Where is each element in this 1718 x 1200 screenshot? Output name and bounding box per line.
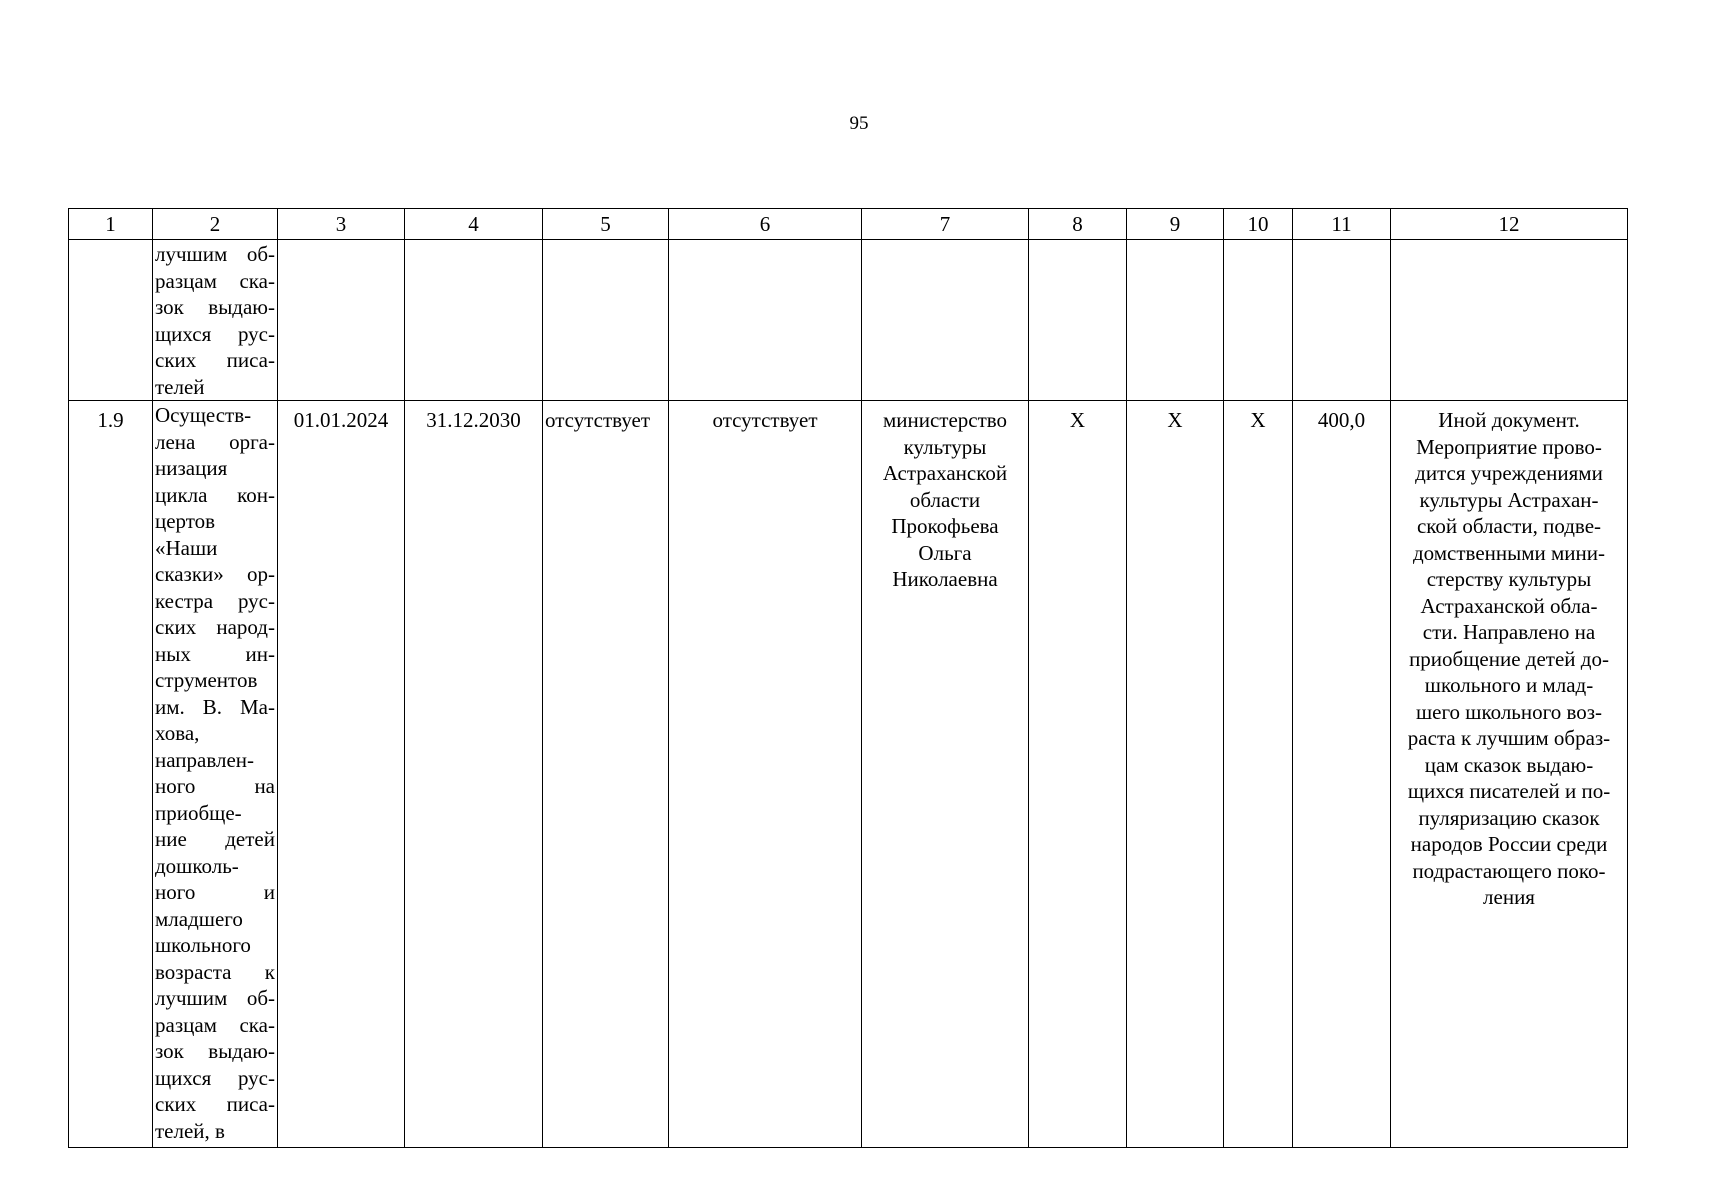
text-line: щихся рус- <box>155 321 275 346</box>
text-line: цикла кон- <box>155 482 275 507</box>
text-line: Мероприятие прово- <box>1416 434 1602 459</box>
empty-cell <box>1029 240 1127 401</box>
measure-name-continuation <box>153 240 278 401</box>
text-line: школьного <box>155 933 251 957</box>
end-date: 31.12.2030 <box>405 401 543 1148</box>
measure-name <box>153 401 278 1148</box>
text-line: народов России среди <box>1410 832 1608 856</box>
column-header: 2 <box>153 209 278 240</box>
text-line: возраста к <box>155 959 275 984</box>
empty-cell <box>1127 240 1224 401</box>
text-line: ных ин- <box>155 641 275 666</box>
page-number: 95 <box>849 113 869 134</box>
column-header: 9 <box>1127 209 1224 240</box>
column-header: 4 <box>405 209 543 240</box>
text-line: лучшим об- <box>155 242 275 266</box>
text-line: Осуществ- <box>155 403 252 427</box>
text-line: цам сказок выдаю- <box>1424 752 1594 777</box>
text-line: щихся рус- <box>155 1065 275 1090</box>
text-line: ние детей <box>155 827 275 851</box>
start-date: 01.01.2024 <box>278 401 405 1148</box>
column-header: 1 <box>69 209 153 240</box>
empty-cell <box>543 240 669 401</box>
column-header: 10 <box>1224 209 1293 240</box>
text-line: области <box>909 487 981 512</box>
col6-value: отсутствует <box>669 401 862 1148</box>
text-line: подрастающего поко- <box>1412 858 1606 883</box>
text-line: домственными мини- <box>1412 540 1606 565</box>
text-line: культуры <box>903 434 987 459</box>
funding-amount: 400,0 <box>1293 401 1391 1148</box>
text-line: министерство <box>882 408 1008 432</box>
table-row-1-9 <box>69 401 1628 1148</box>
text-line: ного и <box>155 880 275 904</box>
text-line: пуляризацию сказок <box>1418 805 1600 830</box>
text-line: школьного и млад- <box>1424 673 1594 697</box>
empty-cell <box>1391 240 1628 401</box>
column-header: 12 <box>1391 209 1628 240</box>
text-line: зок выдаю- <box>155 1039 275 1063</box>
text-line: Ольга <box>918 540 972 565</box>
empty-cell <box>405 240 543 401</box>
text-line: Прокофьева <box>891 514 999 538</box>
text-line: младшего <box>155 906 243 931</box>
text-line: струментов <box>155 668 258 692</box>
text-line: лучшим об- <box>155 986 275 1010</box>
text-line: цертов <box>155 509 216 533</box>
column-header: 8 <box>1029 209 1127 240</box>
text-line: дится учреждениями <box>1415 461 1603 485</box>
text-line: ских писа- <box>155 348 275 372</box>
col9-mark: X <box>1127 401 1224 1148</box>
text-line: лена орга- <box>155 429 275 454</box>
column-number-row <box>69 209 1628 240</box>
text-line: разцам ска- <box>155 1012 275 1037</box>
column-header: 7 <box>862 209 1029 240</box>
measures-table <box>68 208 1628 1148</box>
text-line: сти. Направлено на <box>1422 620 1596 644</box>
text-line: шего школьного воз- <box>1415 699 1603 724</box>
responsible-executive <box>862 401 1029 1148</box>
col8-mark: X <box>1029 401 1127 1148</box>
row-number: 1.9 <box>69 401 153 1148</box>
text-line: телей, в <box>155 1118 225 1143</box>
text-line: ских народ- <box>155 615 275 639</box>
text-line: ления <box>1483 885 1535 909</box>
text-line: приобщение детей до- <box>1409 646 1609 671</box>
column-header: 11 <box>1293 209 1391 240</box>
text-line: стерству культуры <box>1426 567 1592 591</box>
text-line: зок выдаю- <box>155 295 275 319</box>
text-line: ской области, подве- <box>1416 514 1602 538</box>
text-line: хова, <box>155 721 200 745</box>
text-line: направлен- <box>155 747 255 772</box>
empty-cell <box>1293 240 1391 401</box>
text-line: низация <box>155 456 228 480</box>
text-line: им. В. Ма- <box>155 694 275 719</box>
text-line: «Наши <box>155 535 218 560</box>
text-line: ских писа- <box>155 1092 275 1116</box>
text-line: Иной документ. <box>1438 408 1580 432</box>
text-line: кестра рус- <box>155 588 275 613</box>
text-line: телей <box>155 374 205 399</box>
column-header: 5 <box>543 209 669 240</box>
text-line: сказки» ор- <box>155 562 275 586</box>
text-line: приобще- <box>155 800 242 825</box>
table-row-continuation <box>69 240 1628 401</box>
text-line: раста к лучшим образ- <box>1407 726 1611 750</box>
text-line: Астраханской обла- <box>1420 593 1598 618</box>
text-line: ного на <box>155 774 275 798</box>
text-line: щихся писателей и по- <box>1407 779 1611 803</box>
text-line: Астраханской <box>882 461 1008 485</box>
text-line: дошколь- <box>155 853 239 878</box>
empty-cell <box>669 240 862 401</box>
text-line: разцам ска- <box>155 268 275 293</box>
text-line: Николаевна <box>892 567 998 591</box>
empty-cell <box>1224 240 1293 401</box>
text-line: культуры Астрахан- <box>1419 487 1599 512</box>
note-text <box>1391 401 1628 1148</box>
column-header: 3 <box>278 209 405 240</box>
col5-value: отсутствует <box>543 401 669 1148</box>
col10-mark: X <box>1224 401 1293 1148</box>
empty-cell <box>278 240 405 401</box>
empty-cell <box>862 240 1029 401</box>
empty-cell <box>69 240 153 401</box>
column-header: 6 <box>669 209 862 240</box>
